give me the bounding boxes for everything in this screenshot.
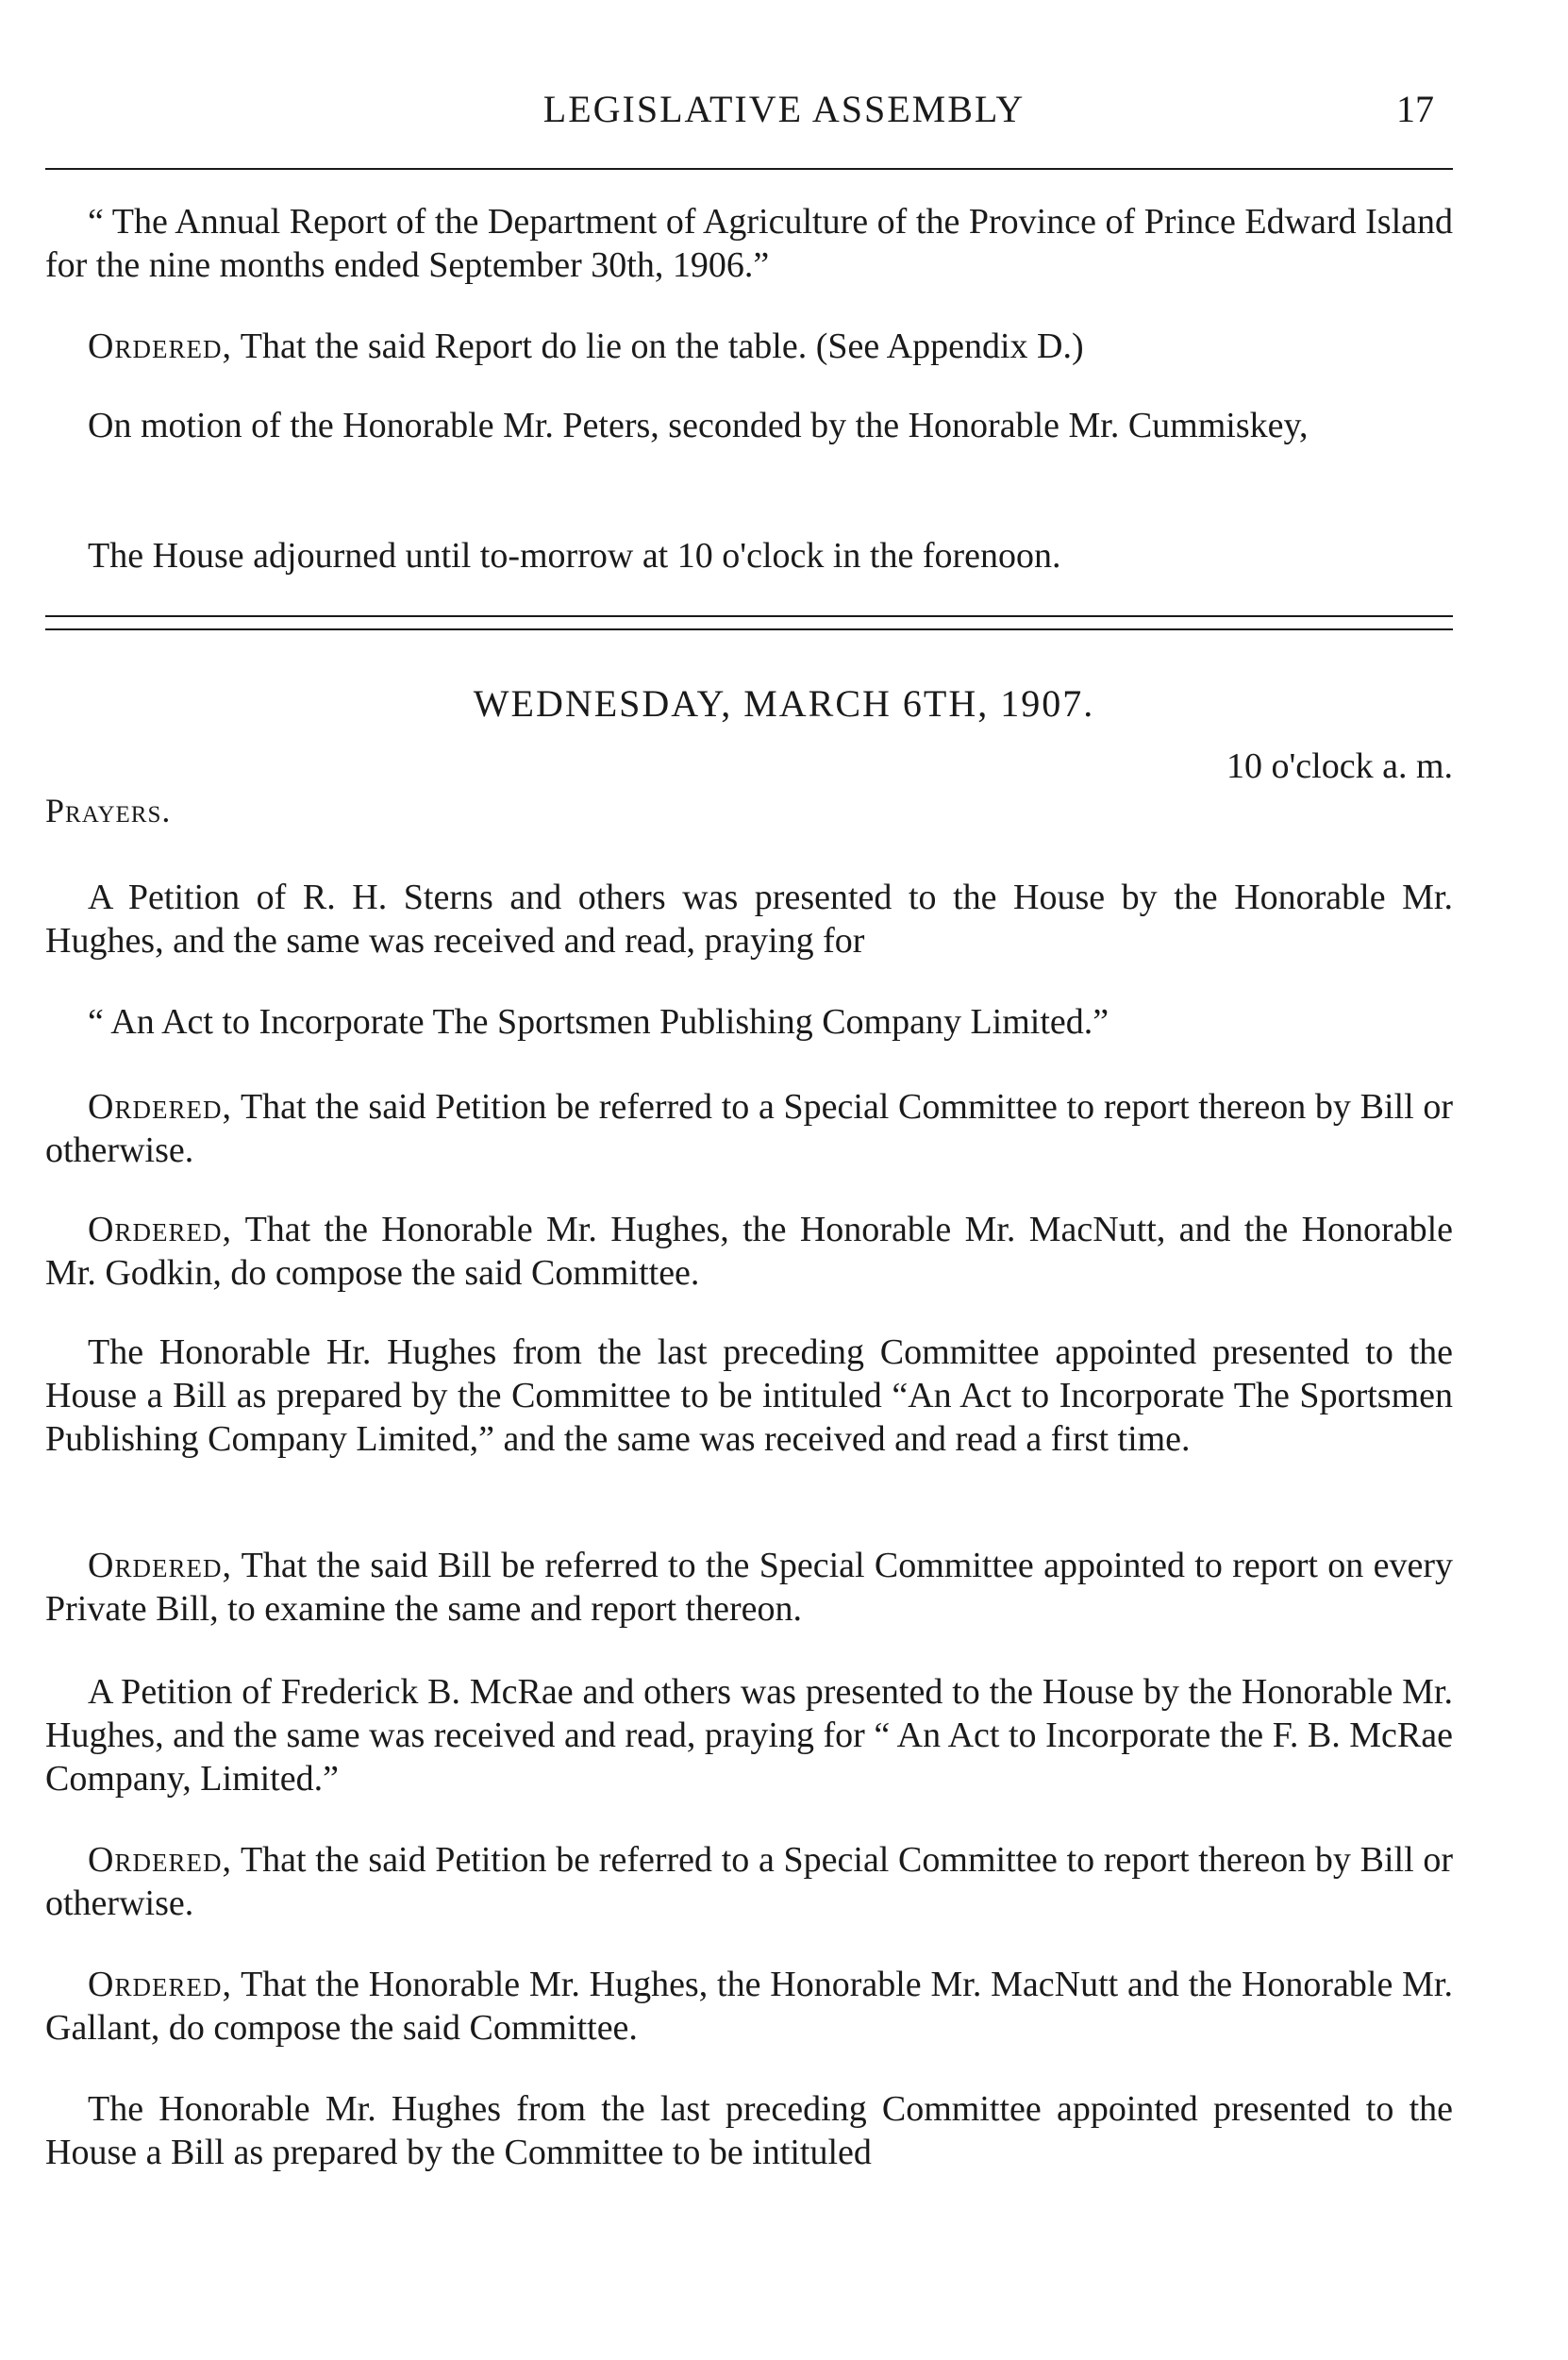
paragraph-text: The Honorable Hr. Hughes from the last preceding Committee appointed presented to the House a Bill as prepared by the Committee to be intituled “An Act to Incorporate The Sportsmen Publishing Company Limited,” and the same was received and read a first time. — [45, 1332, 1453, 1459]
paragraph-text: That the said Petition be referred to a Special Committee to report thereon by Bill or otherwise. — [45, 1087, 1453, 1170]
header-rule — [45, 168, 1453, 170]
paragraph-text: The Honorable Mr. Hughes from the last preceding Committee appointed presented to the House a Bill as prepared by the Committee to be intituled — [45, 2089, 1453, 2172]
ordered-label: Ordered, — [88, 1210, 232, 1249]
paragraph-text: That the said Petition be referred to a Special Committee to report thereon by Bill or otherwise. — [45, 1840, 1453, 1923]
motion-text: On motion of the Honorable Mr. Peters, seconded by the Honorable Mr. Cummiskey, — [88, 406, 1309, 445]
prayers-label: Prayers. — [45, 792, 172, 829]
paragraph-text: A Petition of R. H. Sterns and others was presented to the House by the Honorable Mr. Hughes, and the same was received and read, praying for — [45, 878, 1453, 961]
ordered-petition-paragraph — [45, 1085, 1453, 1172]
adjourned-text: The House adjourned until to-morrow at 10 o'clock in the forenoon. — [88, 536, 1061, 576]
running-title: LEGISLATIVE ASSEMBLY — [542, 88, 1026, 130]
ordered-committee-2-paragraph — [45, 1963, 1453, 2050]
motion-paragraph — [45, 404, 1453, 447]
running-header — [0, 87, 1568, 143]
report-title-paragraph — [45, 200, 1453, 287]
paragraph-text: A Petition of Frederick B. McRae and others was presented to the House by the Honorable Mr. Hughes, and the same was received and read, praying for “ An Act to Incorporate the F. B. McRae Company, Limited.” — [45, 1672, 1453, 1799]
ordered-committee-paragraph — [45, 1208, 1453, 1295]
paragraph-text: That the said Bill be referred to the Special Committee appointed to report on every Private Bill, to examine the same and report thereon. — [45, 1546, 1453, 1629]
ordered-label: Ordered, — [88, 326, 232, 366]
petition-mcrae-paragraph — [45, 1670, 1453, 1800]
paragraph-text: That the Honorable Mr. Hughes, the Honorable Mr. MacNutt and the Honorable Mr. Gallant, do compose the said Committee. — [45, 1965, 1453, 2048]
bill-presented-paragraph — [45, 1331, 1453, 1461]
ordered-bill-paragraph — [45, 1544, 1453, 1631]
ordered-label: Ordered, — [88, 1965, 232, 2004]
ordered-label: Ordered, — [88, 1546, 232, 1585]
paragraph-text: That the Honorable Mr. Hughes, the Honorable Mr. MacNutt, and the Honorable Mr. Godkin, do compose the said Committee. — [45, 1210, 1453, 1293]
report-title-text: “ The Annual Report of the Department of Agriculture of the Province of Prince Edward Island for the nine months ended September 30th, 1906.” — [45, 202, 1453, 285]
ordered-label: Ordered, — [88, 1840, 232, 1880]
paragraph-text: “ An Act to Incorporate The Sportsmen Publishing Company Limited.” — [88, 1002, 1109, 1042]
ordered-label: Ordered, — [88, 1087, 232, 1127]
ordered-petition-2-paragraph — [45, 1838, 1453, 1925]
sitting-time: 10 o'clock a. m. — [1226, 746, 1453, 786]
petition-sterns-paragraph — [45, 876, 1453, 962]
section-double-rule-bottom — [45, 628, 1453, 630]
bill-presented-2-paragraph — [45, 2087, 1453, 2174]
adjourned-paragraph — [45, 534, 1453, 577]
page-number: 17 — [1396, 88, 1434, 130]
act-title-paragraph — [45, 1000, 1453, 1044]
sitting-date-heading: WEDNESDAY, MARCH 6TH, 1907. — [473, 682, 1095, 725]
ordered-report-text: That the said Report do lie on the table. (See Appendix D.) — [231, 326, 1084, 366]
ordered-report-paragraph — [45, 325, 1453, 368]
section-double-rule-top — [45, 615, 1453, 617]
